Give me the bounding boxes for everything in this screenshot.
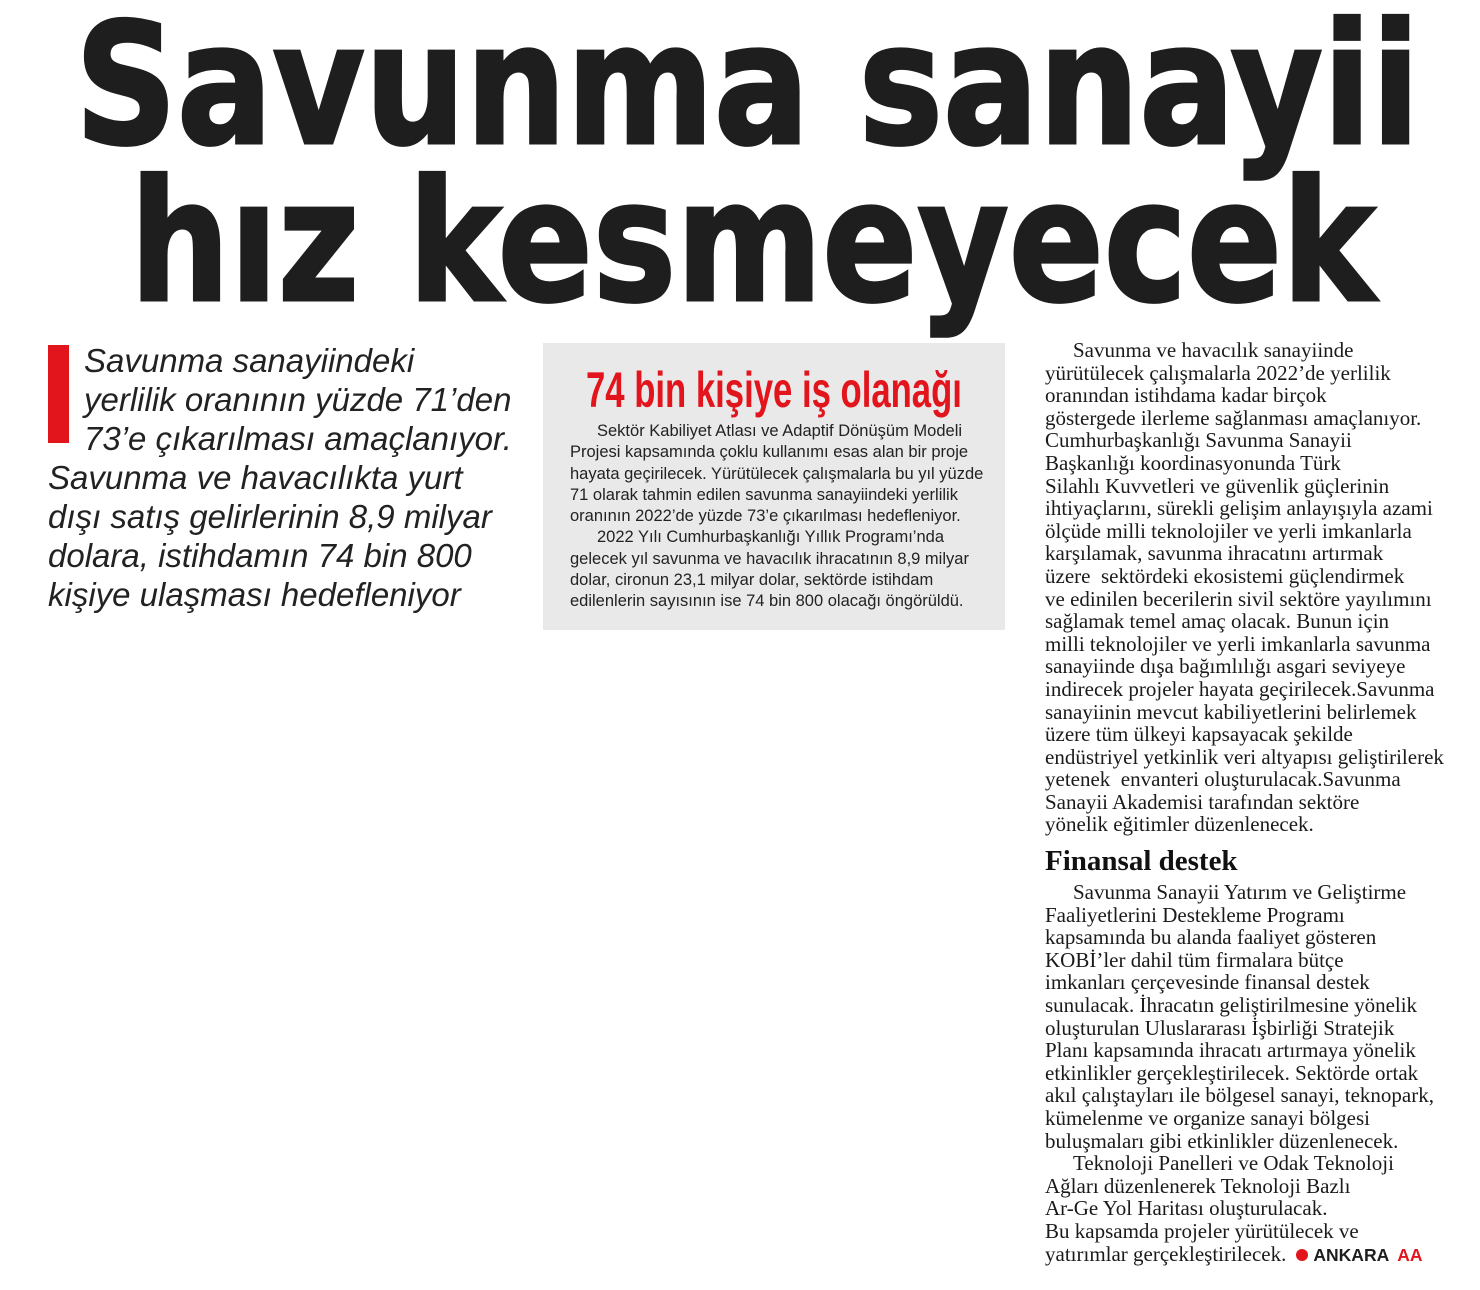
body-line: yönelik eğitimler düzenlenecek.	[1045, 812, 1314, 837]
body-line-text: yatırımlar gerçekleştirilecek.	[1045, 1241, 1287, 1266]
body-line: Ağları düzenlenerek Teknoloji Bazlı	[1045, 1173, 1351, 1198]
body-paragraph	[1045, 881, 1470, 1152]
info-box-line: oranının 2022’de yüzde 73’e çıkarılması hedefleniyor.	[570, 507, 961, 526]
info-box	[543, 343, 1005, 630]
body-line: sanayiinde dışa bağımlılığı asgari seviyeye	[1045, 654, 1406, 679]
body-line: sunulacak. İhracatın geliştirilmesine yönelik	[1045, 992, 1418, 1017]
body-intro-paragraph	[1045, 339, 1470, 836]
body-line: indirecek projeler hayata geçirilecek.Savunma	[1045, 676, 1435, 701]
info-box-body	[570, 421, 995, 613]
body-line: Teknoloji Panelleri ve Odak Teknoloji	[1073, 1151, 1394, 1176]
info-box-line: Sektör Kabiliyet Atlası ve Adaptif Dönüşüm Modeli	[597, 422, 963, 440]
body-line: Silahlı Kuvvetleri ve güvenlik güçlerinin	[1045, 473, 1390, 498]
lead-line: yerlilik oranının yüzde 71’den	[84, 381, 512, 418]
body-line: Başkanlığı koordinasyonunda Türk	[1045, 450, 1341, 475]
body-line: KOBİ’ler dahil tüm firmalara bütçe	[1045, 947, 1344, 972]
headline-text: hız kesmeyecek	[130, 144, 1376, 340]
body-line-with-signoff	[1045, 1243, 1470, 1267]
signoff-agency: AA	[1397, 1244, 1423, 1265]
body-line: Savunma ve havacılık sanayiinde	[1073, 338, 1354, 362]
info-box-paragraph	[570, 527, 995, 612]
headline-line-2	[130, 144, 1376, 340]
body-line: sağlamak temel amaç olacak. Bunun için	[1045, 609, 1390, 634]
body-line: ve edinilen becerilerin sivil sektöre yayılımını	[1045, 586, 1432, 611]
body-line: Cumhurbaşkanlığı Savunma Sanayii	[1045, 428, 1352, 453]
body-line: Planı kapsamında ihracatı artırmaya yönelik	[1045, 1038, 1416, 1063]
body-line: Faaliyetlerini Destekleme Programı	[1045, 902, 1345, 927]
headline-text: Savunma sanayii	[75, 0, 1420, 183]
body-paragraph	[1045, 1152, 1470, 1220]
body-line: yürütülecek çalışmalarla 2022’de yerlilik	[1045, 360, 1391, 385]
body-line: sanayiinin mevcut kabiliyetlerini belirlemek	[1045, 699, 1417, 724]
body-line: göstergede ilerleme sağlanması amaçlanıyor.	[1045, 405, 1422, 430]
closing-paragraph	[1045, 1220, 1470, 1266]
info-box-line: Projesi kapsamında çoklu kullanımı esas alan bir proje	[570, 443, 969, 462]
body-line: kapsamında bu alanda faaliyet gösteren	[1045, 925, 1377, 950]
info-box-line: 71 olarak tahmin edilen savunma sanayiindeki yerlilik	[570, 485, 958, 504]
body-line: endüstriyel yetkinlik veri altyapısı geliştirilerek	[1045, 744, 1444, 769]
lead-line: Savunma sanayiindeki	[84, 342, 415, 379]
body-line: imkanları çerçevesinde finansal destek	[1045, 970, 1370, 995]
body-line: Savunma Sanayii Yatırım ve Geliştirme	[1073, 880, 1407, 904]
body-line: buluşmaları gibi etkinlikler düzenlenecek.	[1045, 1128, 1399, 1153]
body-line: Ar-Ge Yol Haritası oluşturulacak.	[1045, 1196, 1328, 1221]
lead-line: dolara, istihdamın 74 bin 800	[48, 537, 472, 574]
body-line: ölçüde milli teknolojiler ve yerli imkanlarla	[1045, 518, 1412, 543]
signoff-bullet-icon	[1296, 1249, 1308, 1261]
body-line: karşılamak, savunma ihracatını artırmak	[1045, 541, 1384, 566]
lead-line: 73’e çıkarılması amaçlanıyor.	[84, 420, 512, 457]
body-line: üzere sektördeki ekosistemi güçlendirmek	[1045, 563, 1405, 588]
info-box-line: gelecek yıl savunma ve havacılık ihracatının 8,9 milyar	[570, 549, 969, 568]
body-line: Bu kapsamda projeler yürütülecek ve	[1045, 1218, 1359, 1243]
info-box-line: hayata geçirilecek. Yürütülecek çalışmalarla bu yıl yüzde	[570, 464, 984, 483]
info-box-title	[586, 362, 962, 418]
info-box-line: edilenlerin sayısının ise 74 bin 800 olacağı öngörüldü.	[570, 592, 964, 611]
body-continued	[1045, 881, 1470, 1266]
body-line: kümelenme ve organize sanayi bölgesi	[1045, 1105, 1371, 1130]
lead-summary	[48, 341, 523, 614]
signoff-city: ANKARA	[1313, 1244, 1390, 1265]
body-line: oranından istihdama kadar birçok	[1045, 383, 1327, 408]
lead-line: dışı satış gelirlerinin 8,9 milyar	[48, 498, 492, 535]
body-line: üzere tüm ülkeyi kapsayacak şekilde	[1045, 722, 1353, 747]
body-line: milli teknolojiler ve yerli imkanlarla savunma	[1045, 631, 1431, 656]
body-line: ihtiyaçlarını, sürekli gelişim anlayışıyla azami	[1045, 496, 1433, 521]
lead-line: kişiye ulaşması hedefleniyor	[48, 576, 461, 613]
info-box-paragraph	[570, 421, 995, 527]
info-box-line: dolar, cironun 23,1 milyar dolar, sektörde istihdam	[570, 571, 934, 590]
body-line: etkinlikler gerçekleştirilecek. Sektörde ortak	[1045, 1060, 1419, 1085]
subheading: Finansal destek	[1045, 845, 1238, 877]
body-line: yetenek envanteri oluşturulacak.Savunma	[1045, 767, 1401, 792]
lead-line: Savunma ve havacılıkta yurt	[48, 459, 463, 496]
info-box-line: 2022 Yılı Cumhurbaşkanlığı Yıllık Programı’nda	[597, 528, 944, 547]
body-line: Sanayii Akademisi tarafından sektöre	[1045, 789, 1360, 814]
body-line: oluşturulan Uluslararası İşbirliği Stratejik	[1045, 1015, 1395, 1040]
body-line: akıl çalıştayları ile bölgesel sanayi, teknopark,	[1045, 1083, 1434, 1108]
info-box-title-text: 74 bin kişiye iş olanağı	[586, 362, 962, 418]
